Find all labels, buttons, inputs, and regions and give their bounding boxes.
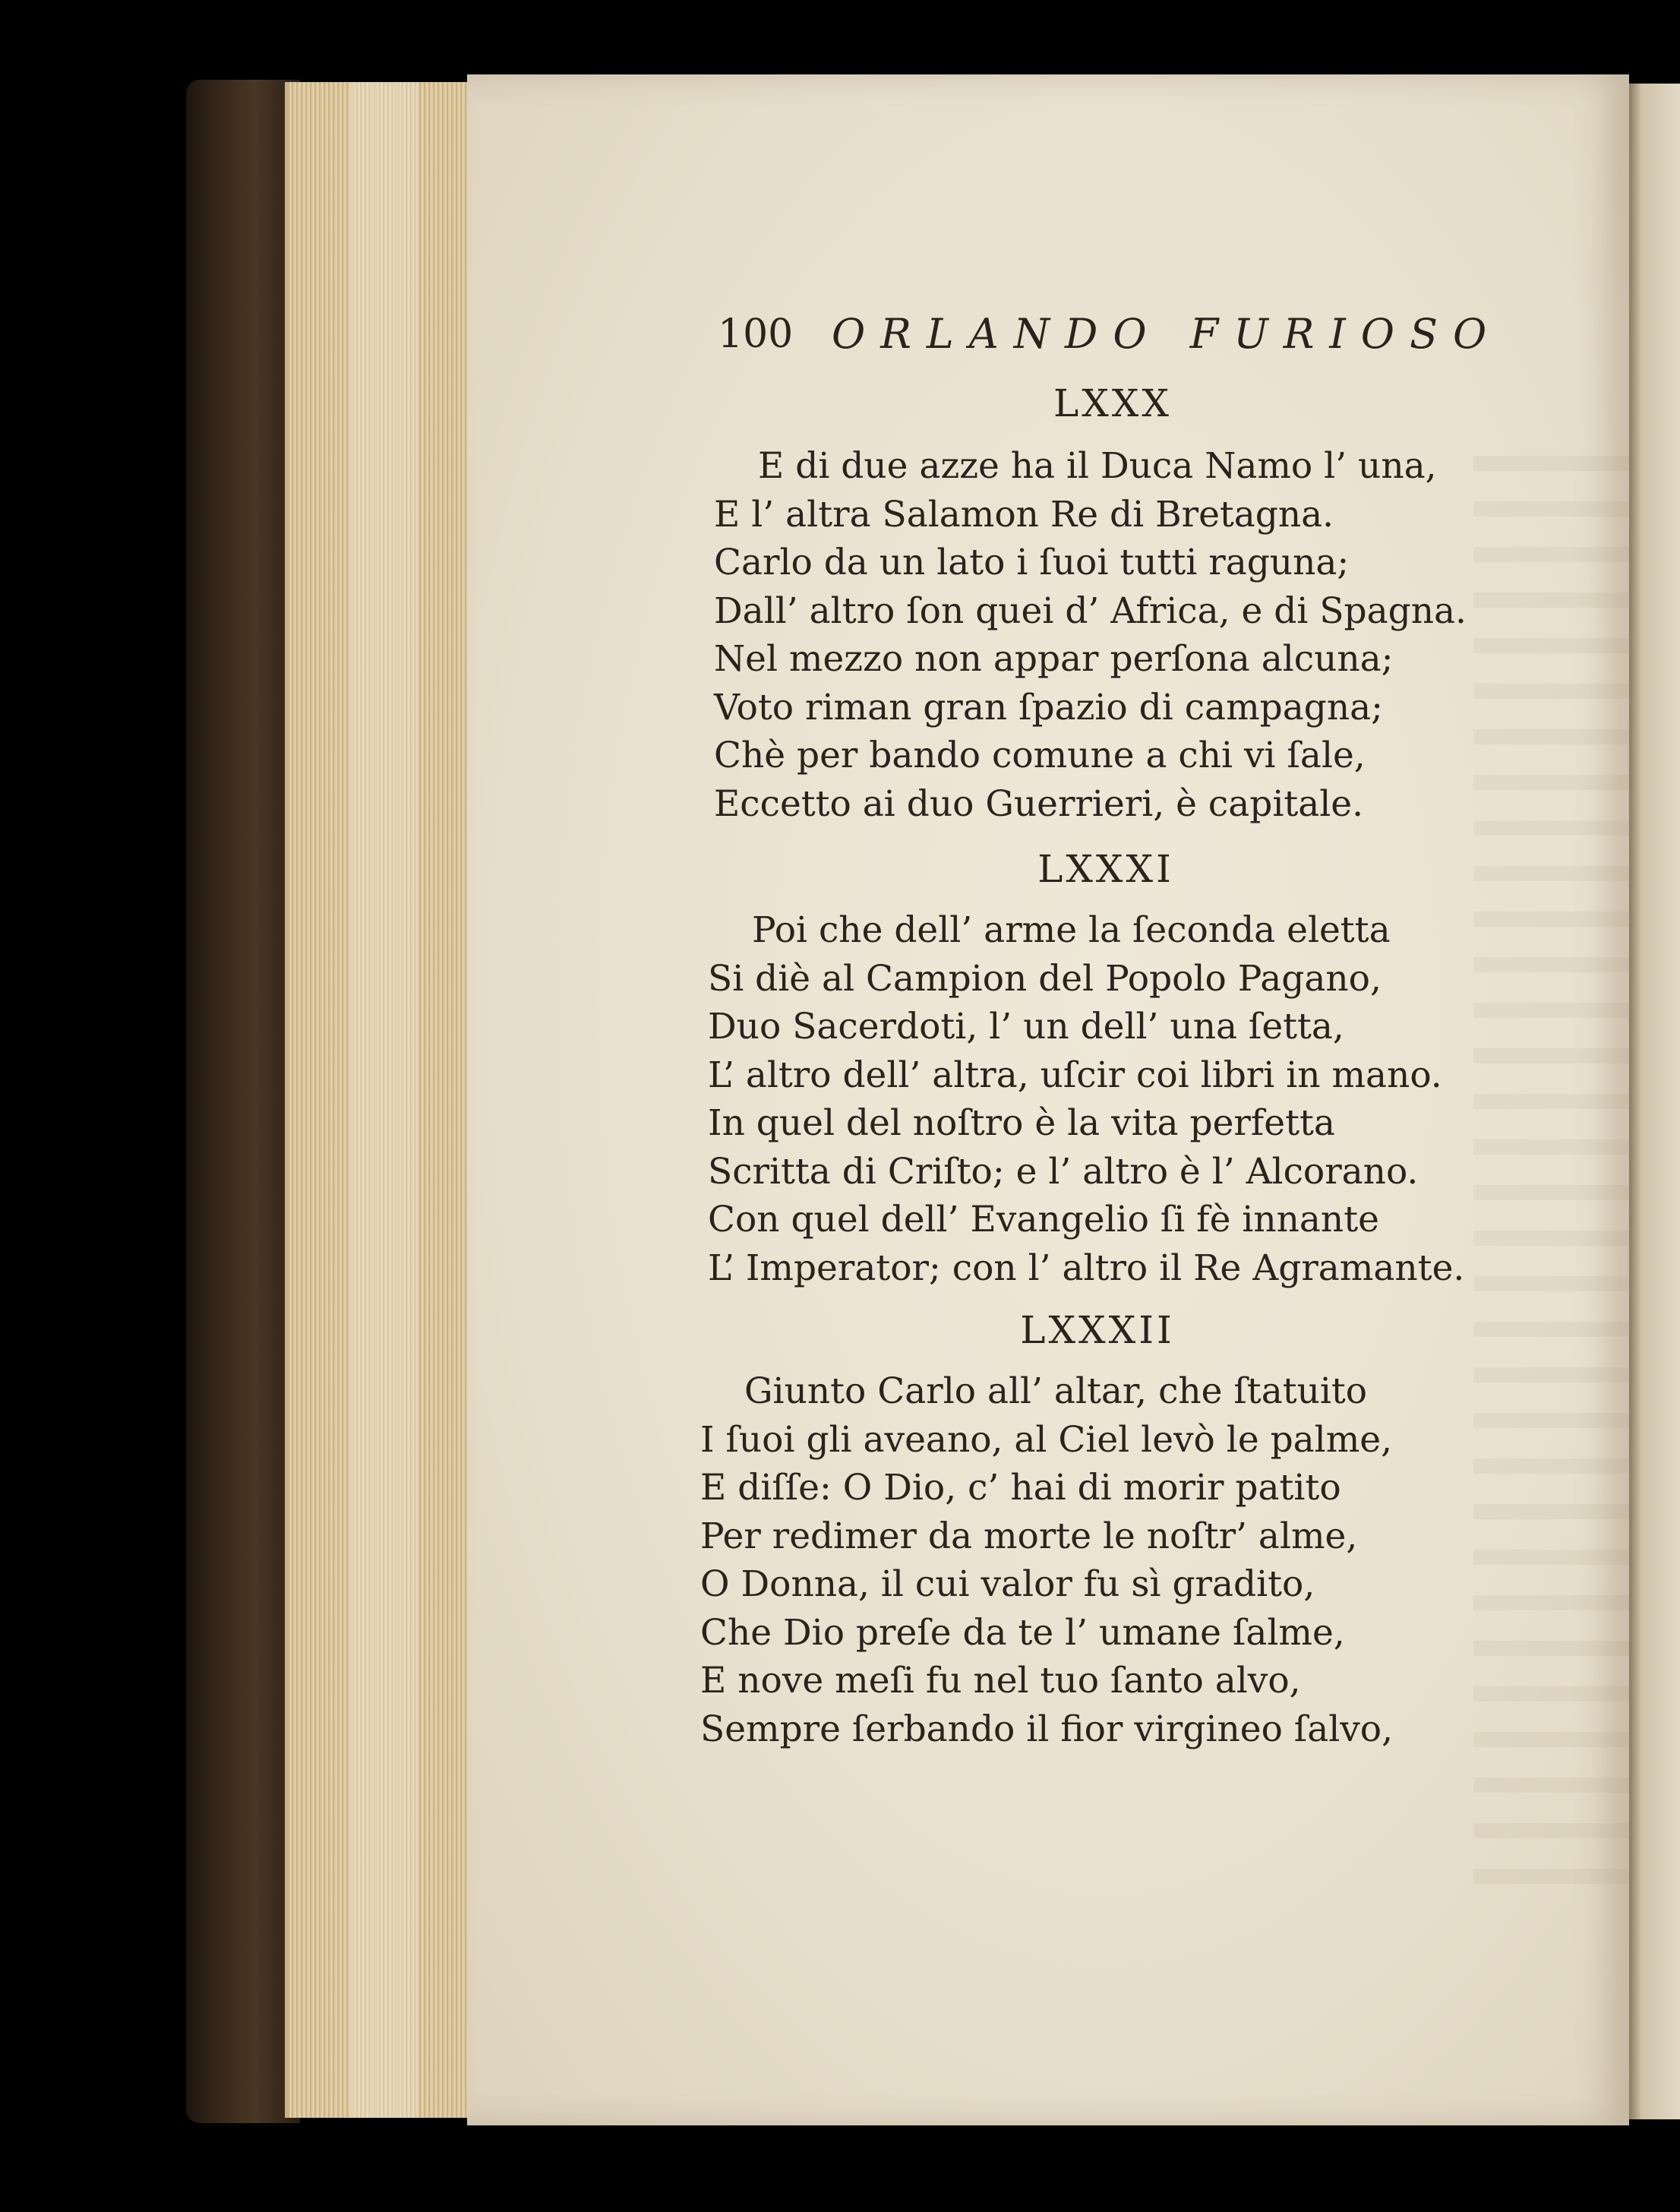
verse-line: E di due azze ha il Duca Namo l’ una, — [758, 445, 1437, 487]
verse-line: L’ Imperator; con l’ altro il Re Agramante. — [708, 1247, 1465, 1289]
running-head — [718, 304, 1538, 365]
stanza-number-lxxx: LXXX — [1053, 381, 1172, 425]
stanza-number-lxxxi: LXXXI — [1037, 847, 1174, 891]
verse-line: Giunto Carlo all’ altar, che ſtatuito — [744, 1370, 1368, 1412]
stanza-number-lxxxii: LXXXII — [1020, 1308, 1175, 1352]
verse-line: Che Dio preſe da te l’ umane ſalme, — [700, 1611, 1345, 1654]
verse-line: Per redimer da morte le noſtr’ alme, — [700, 1515, 1358, 1557]
page-number: 100 — [718, 311, 794, 357]
verse-line: Sempre ſerbando il fior virgineo ſalvo, — [700, 1708, 1394, 1750]
page-edges-highlight — [350, 82, 418, 2118]
page-edges — [285, 82, 475, 2118]
verse-line: Scritta di Criſto; e l’ altro è l’ Alcorano. — [708, 1150, 1419, 1193]
verse-line: Chè per bando comune a chi vi ſale, — [714, 735, 1366, 776]
verse-line: Eccetto ai duo Guerrieri, è capitale. — [714, 782, 1364, 825]
verse-line: Duo Sacerdoti, l’ un dell’ una ſetta, — [708, 1006, 1344, 1048]
stanza-lxxxii-lines — [700, 1367, 1393, 1753]
show-through-text — [1473, 425, 1629, 1907]
verse-line: Si diè al Campion del Popolo Pagano, — [708, 957, 1382, 1000]
facing-page-edge — [1629, 84, 1680, 2119]
verse-line: I ſuoi gli aveano, al Ciel levò le palme, — [700, 1418, 1393, 1461]
verse-line: Nel mezzo non appar perſona alcuna; — [714, 638, 1394, 680]
verse-line: Voto riman gran ſpazio di campagna; — [714, 686, 1383, 728]
book-title: ORLANDO FURIOSO — [832, 310, 1502, 358]
verse-line: E nove meſi fu nel tuo ſanto alvo, — [700, 1660, 1301, 1702]
verse-line: L’ altro dell’ altra, uſcir coi libri in mano. — [708, 1054, 1442, 1096]
verse-line: E l’ altra Salamon Re di Bretagna. — [714, 493, 1334, 536]
verse-line: E diſſe: O Dio, c’ hai di morir patito — [700, 1467, 1341, 1509]
verse-line: Carlo da un lato i ſuoi tutti raguna; — [714, 542, 1350, 583]
verse-line: Dall’ altro ſon quei d’ Africa, e di Spagna. — [714, 589, 1467, 632]
verse-line: In quel del noſtro è la vita perfetta — [708, 1102, 1335, 1144]
stanza-lxxxi-lines — [708, 906, 1464, 1292]
verse-line: Poi che dell’ arme la ſeconda eletta — [752, 909, 1391, 951]
verse-line: Con quel dell’ Evangelio ſi fè innante — [708, 1199, 1379, 1240]
leather-binding — [186, 80, 300, 2123]
stanza-lxxx-lines — [714, 442, 1467, 828]
verse-line: O Donna, il cui valor fu sì gradito, — [700, 1563, 1315, 1605]
